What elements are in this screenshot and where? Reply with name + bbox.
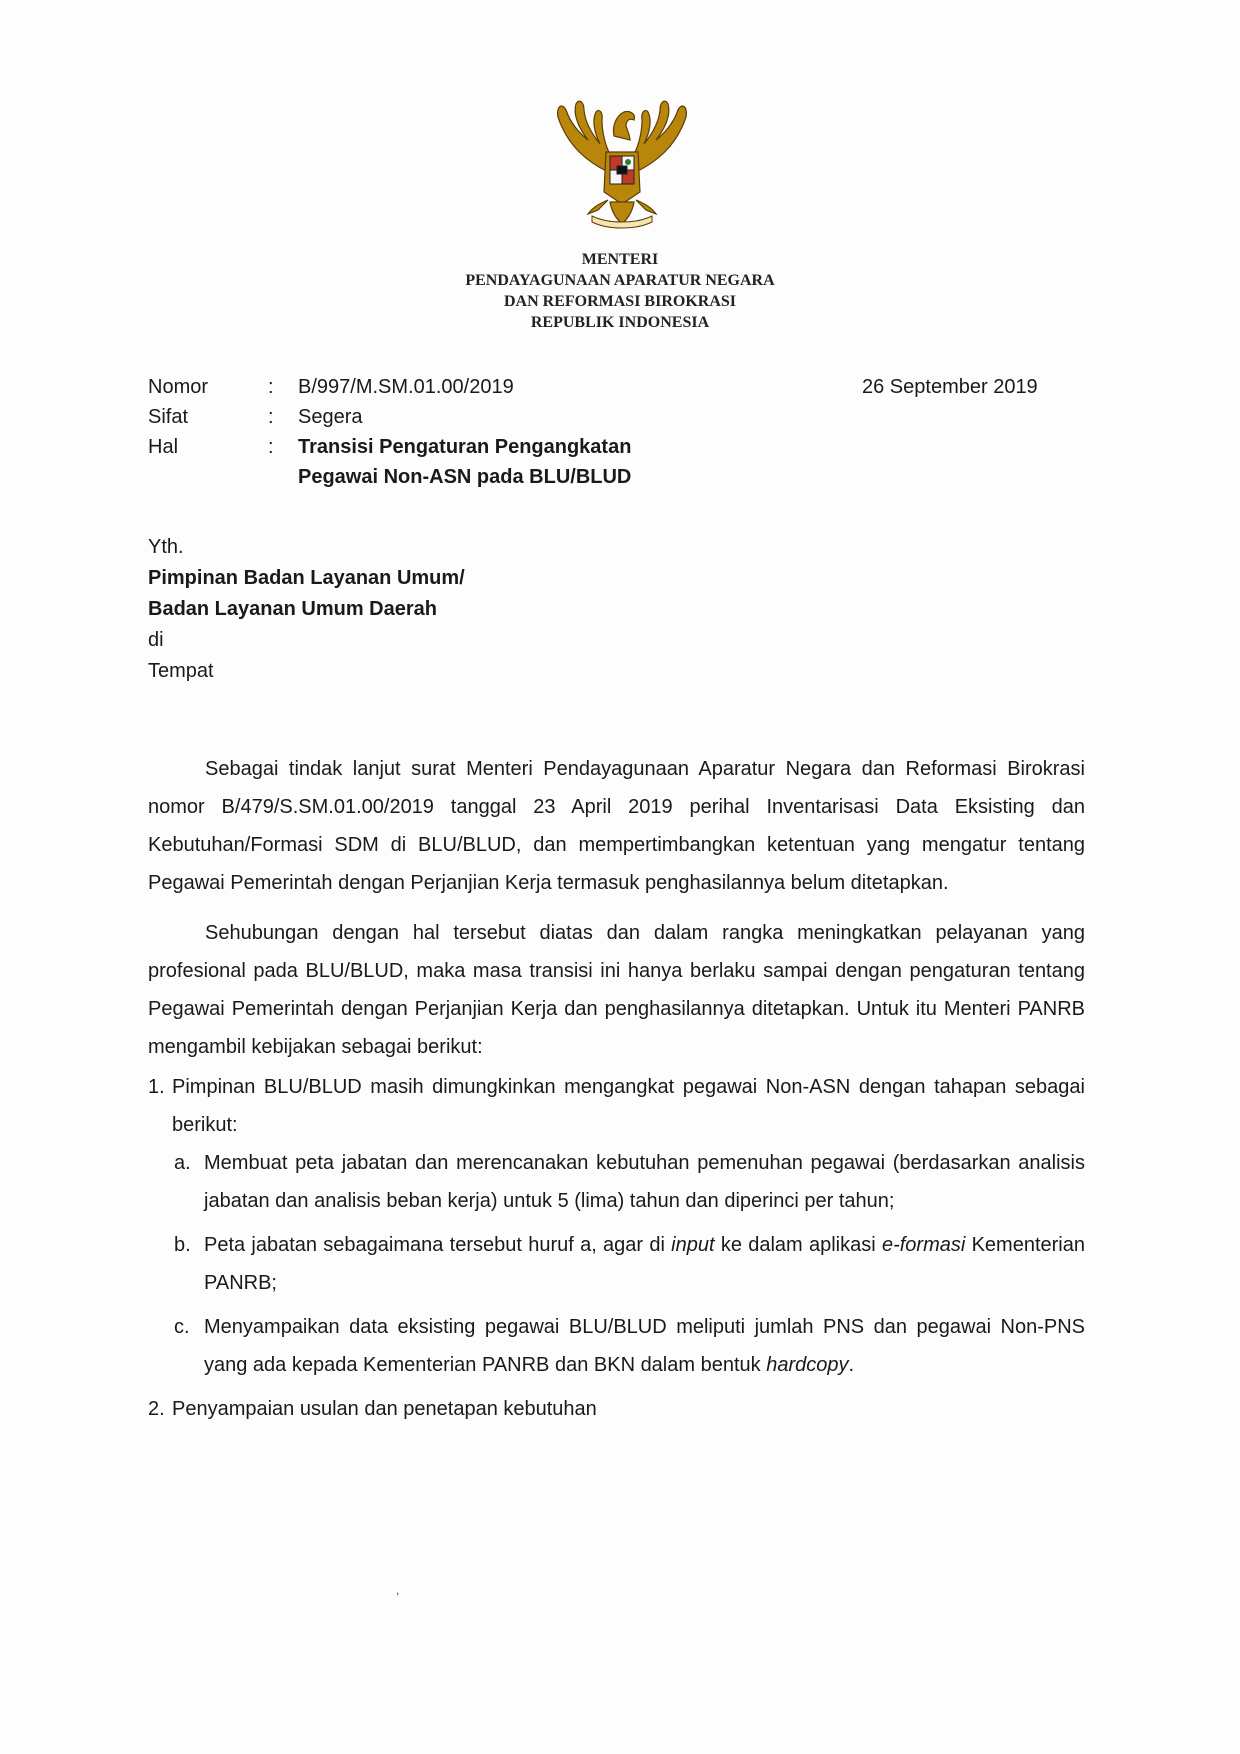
- hal-value-2: Pegawai Non-ASN pada BLU/BLUD: [298, 466, 632, 488]
- hal-value-1: Transisi Pengaturan Pengangkatan: [298, 436, 632, 458]
- meta-row-hal-cont: [148, 462, 718, 492]
- colon: :: [268, 406, 274, 428]
- letterhead-line-2: PENDAYAGUNAAN APARATUR NEGARA: [465, 272, 775, 289]
- sub-item-letter: c.: [174, 1316, 190, 1338]
- nomor-label: Nomor: [148, 376, 209, 398]
- recipient-line-2: Badan Layanan Umum Daerah: [148, 598, 437, 620]
- recipient-tempat: Tempat: [148, 660, 214, 682]
- paragraph-1: Sebagai tindak lanjut surat Menteri Pendayagunaan Aparatur Negara dan Reformasi Birokrasi nomor B/479/S.SM.01.00/2019 tanggal 23 April 2019 perihal Inventarisasi Data Eksisting dan Kebutuhan/Formasi SDM di BLU/BLUD, dan mempertimbangkan ketentuan yang mengatur tentang Pegawai Pemerintah dengan Perjanjian Kerja termasuk penghasilannya belum ditetapkan.: [148, 758, 1085, 894]
- meta-row-sifat: [148, 402, 718, 432]
- letterhead-line-1: MENTERI: [581, 251, 659, 268]
- italic-term: hardcopy: [766, 1354, 849, 1376]
- text-run: Kementerian PANRB;: [204, 1234, 1085, 1294]
- sub-item-text: Membuat peta jabatan dan merencanakan kebutuhan pemenuhan pegawai (berdasarkan analisis jabatan dan analisis beban kerja) untuk 5 (lima) tahun dan diperinci per tahun;: [204, 1152, 1085, 1212]
- sifat-label: Sifat: [148, 406, 189, 428]
- italic-term: input: [671, 1234, 715, 1256]
- text-run: .: [848, 1354, 855, 1376]
- list-item-text: Pimpinan BLU/BLUD masih dimungkinkan mengangkat pegawai Non-ASN dengan tahapan sebagai berikut:: [172, 1076, 1085, 1136]
- colon: :: [268, 376, 274, 398]
- letter-meta: [148, 372, 718, 492]
- sub-item-c: [174, 1308, 1085, 1384]
- paragraph-2: Sehubungan dengan hal tersebut diatas dan dalam rangka meningkatkan pelayanan yang profesional pada BLU/BLUD, maka masa transisi ini hanya berlaku sampai dengan pengaturan tentang Pegawai Pemerintah dengan Perjanjian Kerja dan penghasilannya ditetapkan. Untuk itu Menteri PANRB mengambil kebijakan sebagai berikut:: [148, 922, 1085, 1058]
- letterhead: [0, 249, 1240, 333]
- letterhead-line-3: DAN REFORMASI BIROKRASI: [503, 293, 737, 310]
- list-item-text: Penyampaian usulan dan penetapan kebutuhan: [172, 1398, 597, 1420]
- recipient-di: di: [148, 629, 164, 651]
- meta-row-hal: [148, 432, 718, 462]
- text-run: Peta jabatan sebagaimana tersebut huruf a, agar di: [204, 1234, 672, 1256]
- list-item-number: 2.: [148, 1398, 165, 1420]
- stray-mark: ,: [396, 1583, 400, 1597]
- nomor-value: B/997/M.SM.01.00/2019: [298, 376, 514, 398]
- text-run: Menyampaikan data eksisting pegawai BLU/BLUD meliputi jumlah PNS dan pegawai Non-PNS yang ada kepada Kementerian PANRB dan BKN dalam bentuk: [204, 1316, 1085, 1376]
- meta-row-nomor: [148, 372, 718, 402]
- letterhead-line-4: REPUBLIK INDONESIA: [530, 314, 710, 331]
- sub-item-text: [204, 1226, 1085, 1302]
- garuda-emblem-icon: [548, 92, 696, 232]
- sub-item-letter: b.: [174, 1234, 191, 1256]
- list-item-number: 1.: [148, 1076, 165, 1098]
- sub-item-letter: a.: [174, 1152, 191, 1174]
- text-run: ke dalam aplikasi: [714, 1234, 882, 1256]
- list-item-2: [148, 1390, 1085, 1428]
- recipient-line-1: Pimpinan Badan Layanan Umum/: [148, 567, 465, 589]
- italic-term: e-formasi: [881, 1234, 966, 1256]
- hal-label: Hal: [148, 436, 179, 458]
- sub-item-b: [174, 1226, 1085, 1302]
- list-item-1: [148, 1068, 1085, 1144]
- sub-item-text: [204, 1308, 1085, 1384]
- recipient-address: [148, 532, 465, 687]
- letter-body: [148, 750, 1085, 1428]
- sifat-value: Segera: [298, 406, 363, 428]
- colon: :: [268, 436, 274, 458]
- letter-date: 26 September 2019: [862, 376, 1038, 398]
- yth: Yth.: [148, 536, 184, 558]
- sub-item-a: [174, 1144, 1085, 1220]
